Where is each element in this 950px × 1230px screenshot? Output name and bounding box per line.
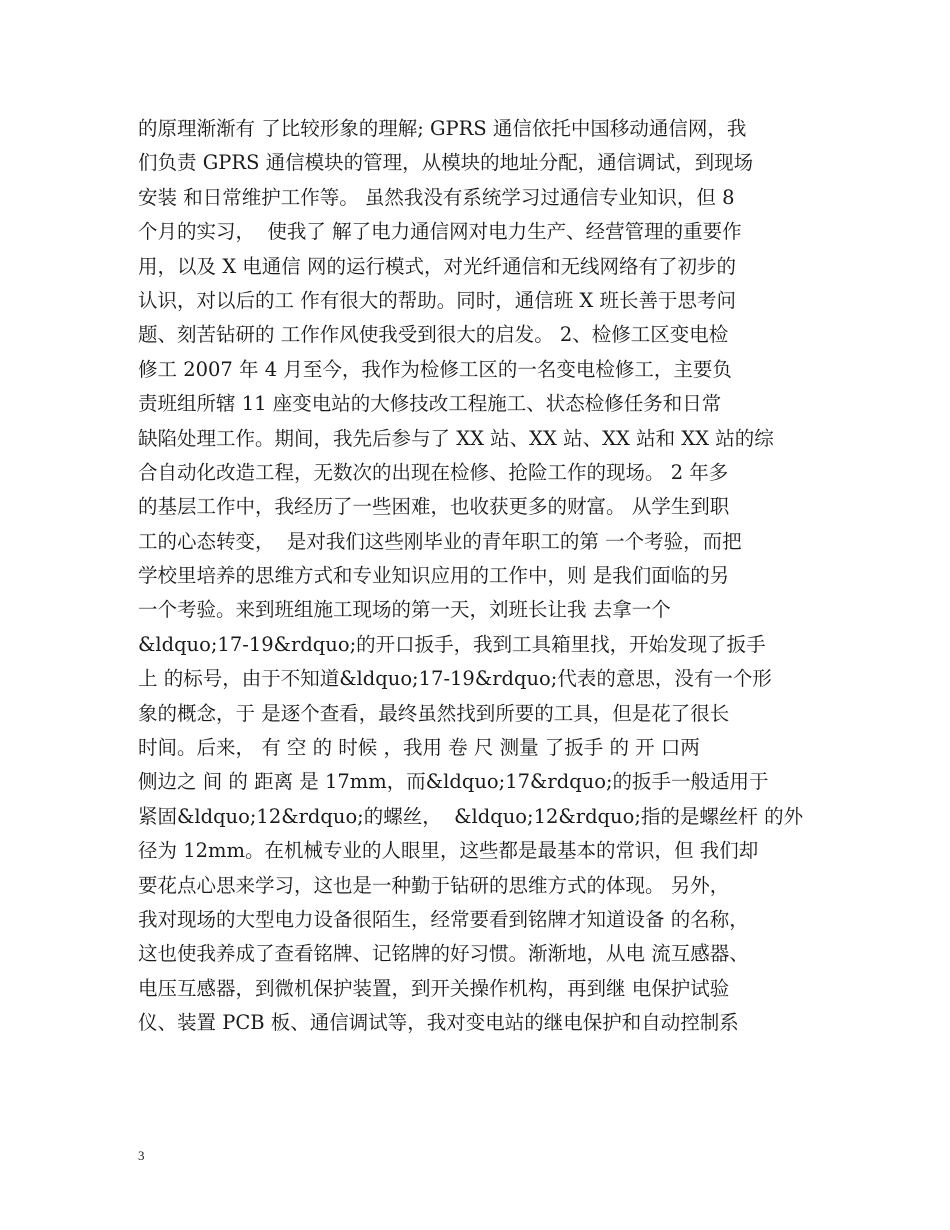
text-line: 紧固&ldquo;12&rdquo;的螺丝， &ldquo;12&rdquo;指的是螺丝杆 的外 — [138, 804, 804, 828]
text-line: 修工 2007 年 4 月至今，我作为检修工区的一名变电检修工，主要负 — [138, 357, 732, 381]
text-line: 安装 和日常维护工作等。 虽然我没有系统学习过通信专业知识，但 8 — [138, 185, 735, 209]
text-line: 学校里培养的思维方式和专业知识应用的工作中，则 是我们面临的另 — [138, 564, 730, 588]
text-line: &ldquo;17-19&rdquo;的开口扳手，我到工具箱里找，开始发现了扳手 — [138, 632, 766, 656]
text-line: 侧边之 间 的 距离 是 17mm，而&ldquo;17&rdquo;的扳手一般适用于 — [138, 770, 769, 794]
text-line: 仪、装置 PCB 板、通信调试等，我对变电站的继电保护和自动控制系 — [138, 1011, 739, 1035]
text-line: 认识，对以后的工 作有很大的帮助。同时，通信班 X 班长善于思考问 — [138, 288, 736, 312]
text-line: 我对现场的大型电力设备很陌生，经常要看到铭牌才知道设备 的名称， — [138, 907, 749, 931]
page-number: 3 — [138, 1148, 145, 1163]
text-line: 电压互感器，到微机保护装置，到开关操作机构，再到继 电保护试验 — [138, 976, 730, 1000]
text-line: 用，以及 X 电通信 网的运行模式，对光纤通信和无线网络有了初步的 — [138, 254, 736, 278]
text-line: 合自动化改造工程，无数次的出现在检修、抢险工作的现场。 2 年多 — [138, 460, 729, 484]
text-line: 这也使我养成了查看铭牌、记铭牌的好习惯。渐渐地，从电 流互感器、 — [138, 942, 749, 966]
body-text — [138, 112, 828, 1041]
text-line: 的基层工作中，我经历了一些困难，也收获更多的财富。 从学生到职 — [138, 495, 730, 519]
text-line: 上 的标号，由于不知道&ldquo;17-19&rdquo;代表的意思，没有一个形 — [138, 667, 772, 691]
text-line: 径为 12mm。在机械专业的人眼里，这些都是最基本的常识，但 我们却 — [138, 839, 759, 863]
text-line: 责班组所辖 11 座变电站的大修技改工程施工、状态检修任务和日常 — [138, 392, 722, 416]
text-line: 的原理渐渐有 了比较形象的理解; GPRS 通信依托中国移动通信网，我 — [138, 117, 747, 140]
text-line: 一个考验。来到班组施工现场的第一天，刘班长让我 去拿一个 — [138, 598, 671, 622]
text-line: 们负责 GPRS 通信模块的管理，从模块的地址分配，通信调试，到现场 — [138, 151, 754, 175]
text-line: 个月的实习， 使我了 解了电力通信网对电力生产、经营管理的重要作 — [138, 220, 742, 244]
text-line: 要花点心思来学习，这也是一种勤于钻研的思维方式的体现。 另外， — [138, 873, 730, 897]
text-line: 缺陷处理工作。期间，我先后参与了 XX 站、XX 站、XX 站和 XX 站的综 — [138, 426, 774, 450]
text-line: 象的概念，于 是逐个查看，最终虽然找到所要的工具，但是花了很长 — [138, 701, 730, 725]
text-line: 工的心态转变， 是对我们这些刚毕业的青年职工的第 一个考验，而把 — [138, 529, 742, 553]
text-line: 时间。后来， 有 空 的 时候 ，我用 卷 尺 测量 了扳手 的 开 口两 — [138, 736, 700, 760]
text-line: 题、刻苦钻研的 工作作风使我受到很大的启发。 2、检修工区变电检 — [138, 323, 729, 347]
